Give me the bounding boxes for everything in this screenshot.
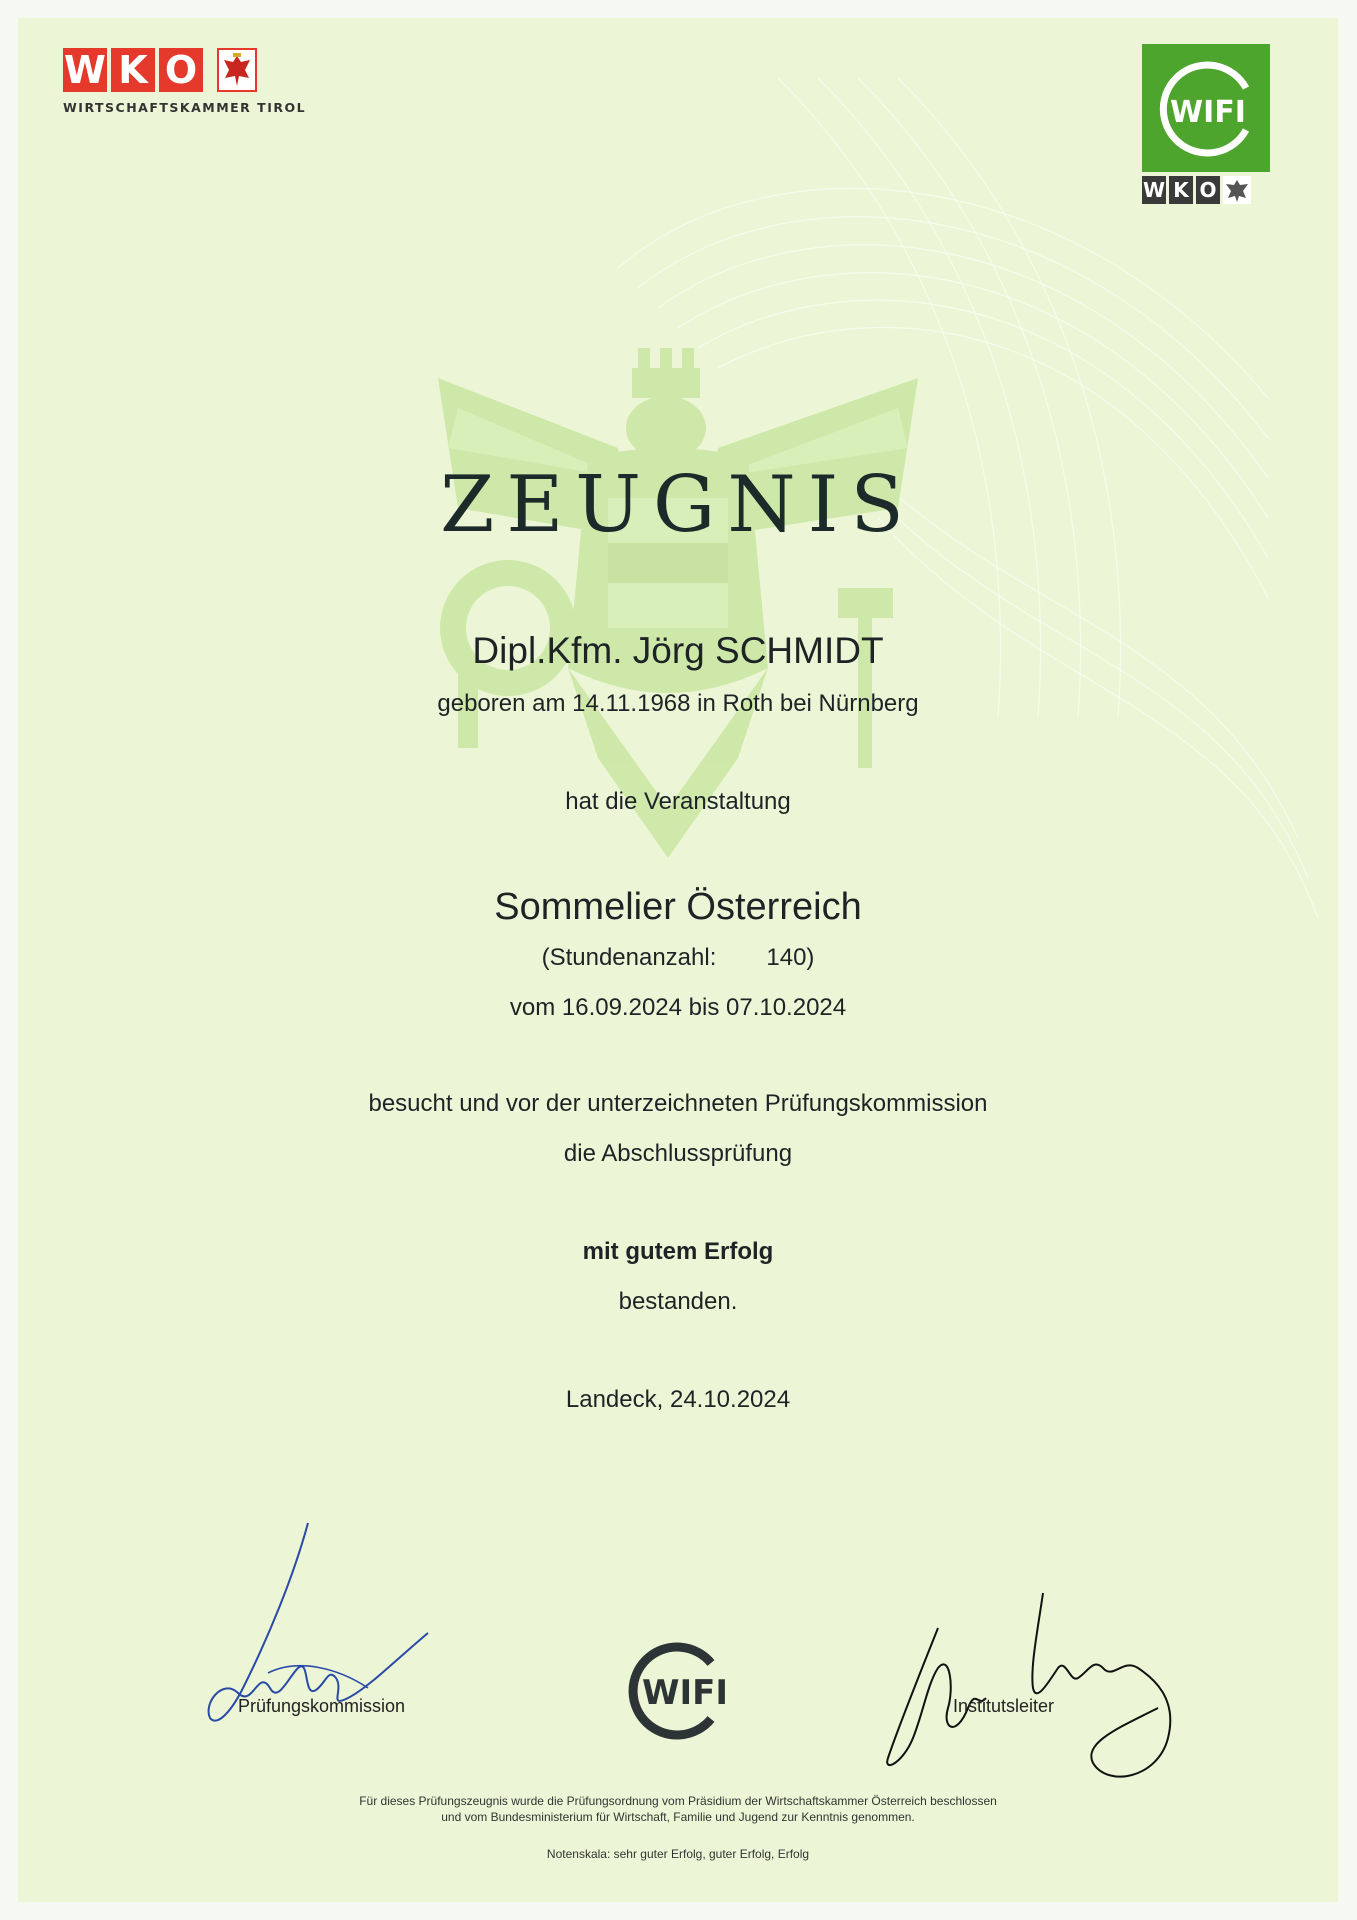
exam-statement-line1: besucht und vor der unterzeichneten Prüfungskommission: [368, 1090, 988, 1117]
wko-tirol-logo: [63, 48, 306, 115]
birth-info: geboren am 14.11.1968 in Roth bei Nürnberg: [437, 690, 919, 717]
hours-label: (Stundenanzahl:: [541, 944, 717, 971]
exam-statement-line2: die Abschlussprüfung: [563, 1140, 793, 1167]
wko-letter: W: [64, 48, 106, 92]
place-date: Landeck, 24.10.2024: [565, 1386, 791, 1413]
certificate-page: [18, 18, 1338, 1902]
event-intro: hat die Veranstaltung: [565, 788, 791, 815]
director-label: Institutsleiter: [953, 1696, 1055, 1716]
wifi-logo-mark: [1142, 44, 1270, 172]
footer-line1: Für dieses Prüfungszeugnis wurde die Prüfungsordnung vom Präsidium der Wirtschaftskammer Österreich beschlossen: [359, 1794, 997, 1808]
footer-line2: und vom Bundesministerium für Wirtschaft, Familie und Jugend zur Kenntnis genommen.: [441, 1810, 915, 1824]
wko-letter: K: [1169, 176, 1193, 204]
wko-letter: K: [111, 48, 155, 92]
course-name: Sommelier Österreich: [494, 886, 862, 928]
examiner-label: Prüfungskommission: [238, 1696, 406, 1716]
wko-letter: O: [159, 48, 203, 92]
recipient-name: Dipl.Kfm. Jörg SCHMIDT: [472, 630, 884, 671]
course-period: vom 16.09.2024 bis 07.10.2024: [509, 994, 847, 1021]
hours-value: 140): [766, 944, 815, 971]
wko-letter: O: [1196, 176, 1220, 204]
passed-text: bestanden.: [618, 1288, 738, 1315]
wko-letter: W: [1142, 178, 1166, 202]
wifi-center-logo: [603, 1641, 753, 1741]
wifi-logo-text: WIFI: [1170, 95, 1246, 130]
wifi-wko-logo: [1142, 44, 1270, 207]
grade: mit gutem Erfolg: [582, 1238, 774, 1265]
austrian-eagle-icon: [1223, 176, 1251, 204]
wifi-center-text: WIFI: [641, 1673, 729, 1713]
tirol-eagle-icon: [217, 48, 257, 92]
certificate-title: ZEUGNIS: [440, 460, 916, 550]
hours-line: [18, 944, 1338, 972]
grading-scale: Notenskala: sehr guter Erfolg, guter Erfolg, Erfolg: [546, 1847, 810, 1861]
wko-subtitle: WIRTSCHAFTSKAMMER TIROL: [63, 100, 307, 115]
